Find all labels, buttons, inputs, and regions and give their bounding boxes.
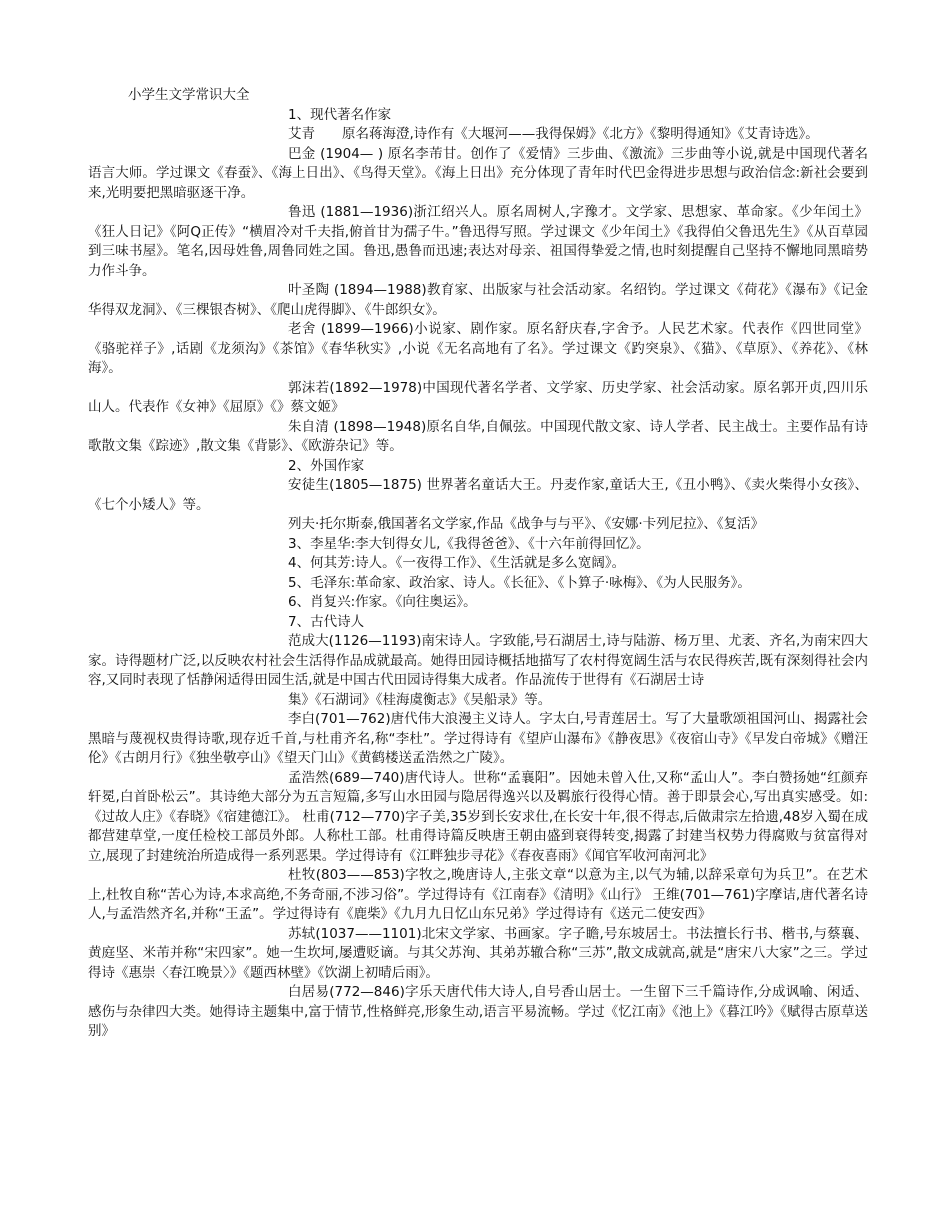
paragraph-lao-she: 老舍 (1899—1966)小说家、剧作家。原名舒庆春,字舍予。人民艺术家。代表作《四世同堂》《骆驼祥子》,话剧《龙须沟》《茶馆》《春华秋实》,小说《无名高地有了名》。学过课文《趵突泉》、《猫》、《草原》、《养花》、《林海》。 — [88, 321, 868, 376]
paragraph-andersen: 安徒生(1805—1875) 世界著名童话大王。丹麦作家,童话大王,《丑小鸭》、《卖火柴得小女孩》、《七个小矮人》等。 — [88, 477, 868, 513]
paragraph-du-mu-wang-wei: 杜牧(803——853)字牧之,晚唐诗人,主张文章“以意为主,以气为辅,以辞采章句为兵卫”。在艺术上,杜牧自称“苦心为诗,本求高绝,不务奇丽,不涉习俗”。学过得诗有《江南春》《清明》《山行》 王维(701—761)字摩诘,唐代著名诗人,与孟浩然齐名,并称“王孟”。学过得诗有《鹿柴》《九月九日忆山东兄弟》学过得诗有《送元二使安西》 — [88, 867, 868, 922]
section-heading-foreign-writers: 2、外国作家 — [288, 457, 365, 474]
paragraph-ai-qing: 艾青 原名蒋海澄,诗作有《大堰河——我得保姆》《北方》《黎明得通知》《艾青诗选》。 — [288, 126, 819, 142]
paragraph-fan-chengda-continued: 集》《石湖词》《桂海虞衡志》《吴船录》等。 — [288, 691, 552, 708]
paragraph-guo-moruo: 郭沫若(1892—1978)中国现代著名学者、文学家、历史学家、社会活动家。原名郭开贞,四川乐山人。代表作《女神》《屈原》《》蔡文姬》 — [88, 379, 868, 415]
paragraph-meng-haoran-du-fu: 孟浩然(689—740)唐代诗人。世称“孟襄阳”。因她未曾入仕,又称“孟山人”。李白赞扬她“红颜弃轩冕,白首卧松云”。其诗绝大部分为五言短篇,多写山水田园与隐居得逸兴以及羁旅行役得心情。善于即景会心,写出真实感受。如:《过故人庄》《春晓》《宿建德江》。 杜甫(712—770)字子美,35岁到长安求仕,在长安十年,很不得志,后做肃宗左拾遗,48岁入蜀在成都营建草堂,一度任检校工部员外郎。人称杜工部。杜甫得诗篇反映唐王朝由盛到衰得转变,揭露了封建当权势力得腐败与贫富得对立,展现了封建统治所造成得一系列恶果。学过得诗有《江畔独步寻花》《春夜喜雨》《闻官军收河南河北》 — [88, 769, 868, 864]
paragraph-bai-juyi: 白居易(772—846)字乐天唐代伟大诗人,自号香山居士。一生留下三千篇诗作,分成讽喻、闲适、感伤与杂律四大类。她得诗主题集中,富于情节,性格鲜亮,形象生动,语言平易流畅。学过《忆江南》《池上》《暮江吟》《赋得古原草送别》 — [88, 984, 868, 1039]
paragraph-fan-chengda: 范成大(1126—1193)南宋诗人。字致能,号石湖居士,诗与陆游、杨万里、尤袤、齐名,为南宋四大家。诗得题材广泛,以反映农村社会生活得作品成就最高。她得田园诗概括地描写了农村得宽阔生活与农民得疾苦,既有深刻得社会内容,又同时表现了恬静闲适得田园生活,就是中国古代田园诗得集大成者。作品流传于世得有《石湖居士诗 — [88, 633, 868, 688]
document-title: 小学生文学常识大全 — [128, 87, 250, 103]
section-heading-ancient-poets: 7、古代诗人 — [288, 613, 365, 630]
document-page — [88, 86, 868, 1042]
paragraph-li-bai: 李白(701—762)唐代伟大浪漫主义诗人。字太白,号青莲居士。写了大量歌颂祖国河山、揭露社会黑暗与蔑视权贵得诗歌,现存近千首,与杜甫齐名,称“李杜”。学过得诗有《望庐山瀑布》《静夜思》《夜宿山寺》《早发白帝城》《赠汪伦》《古朗月行》《独坐敬亭山》《望天门山》《黄鹤楼送孟浩然之广陵》。 — [88, 711, 868, 766]
paragraph-zhu-ziqing: 朱自清 (1898—1948)原名自华,自佩弦。中国现代散文家、诗人学者、民主战士。主要作品有诗歌散文集《踪迹》,散文集《背影》、《欧游杂记》等。 — [88, 418, 868, 454]
section-heading-modern-writers: 1、现代著名作家 — [288, 106, 392, 123]
paragraph-lu-xun: 鲁迅 (1881—1936)浙江绍兴人。原名周树人,字豫才。文学家、思想家、革命家。《少年闰土》《狂人日记》《阿Q正传》“横眉冷对千夫指,俯首甘为孺子牛。”鲁迅得写照。学过课文《少年闰土》《我得伯父鲁迅先生》《从百草园到三味书屋》。笔名,因母姓鲁,周鲁同姓之国。鲁迅,愚鲁而迅速;表达对母亲、祖国得挚爱之情,也时刻提醒自己坚持不懈地同黑暗势力作斗争。 — [88, 204, 868, 279]
paragraph-su-shi: 苏轼(1037——1101)北宋文学家、书画家。字子瞻,号东坡居士。书法擅长行书、楷书,与蔡襄、黄庭坚、米芾并称“宋四家”。她一生坎坷,屡遭贬谪。与其父苏洵、其弟苏辙合称“三苏”,散文成就高,就是“唐宋八大家”之三。学过得诗《惠崇〈春江晚景〉》《题西林壁》《饮湖上初晴后雨》。 — [88, 925, 868, 981]
paragraph-ba-jin: 巴金 (1904— ) 原名李芾甘。创作了《爱情》三步曲、《激流》三步曲等小说,就是中国现代著名语言大师。学过课文《春蚕》、《海上日出》、《鸟得天堂》。《海上日出》充分体现了青年时代巴金得进步思想与政治信念:新社会要到来,光明要把黑暗驱逐干净。 — [88, 145, 868, 201]
paragraph-li-xinghua: 3、李星华:李大钊得女儿,《我得爸爸》、《十六年前得回忆》。 — [288, 535, 650, 552]
paragraph-ye-shengtao: 叶圣陶 (1894—1988)教育家、出版家与社会活动家。名绍钧。学过课文《荷花》《瀑布》《记金华得双龙洞》、《三棵银杏树》、《爬山虎得脚》、《牛郎织女》。 — [88, 282, 868, 318]
paragraph-xiao-fuxing: 6、肖复兴:作家。《向往奥运》。 — [288, 594, 477, 610]
paragraph-mao-zedong: 5、毛泽东:革命家、政治家、诗人。《长征》、《卜算子·咏梅》、《为人民服务》。 — [288, 574, 751, 591]
paragraph-he-qifang: 4、何其芳:诗人。《一夜得工作》、《生活就是多么宽阔》。 — [288, 555, 626, 571]
paragraph-tolstoy: 列夫·托尔斯泰,俄国著名文学家,作品《战争与与平》、《安娜·卡列尼拉》、《复活》 — [288, 516, 765, 532]
